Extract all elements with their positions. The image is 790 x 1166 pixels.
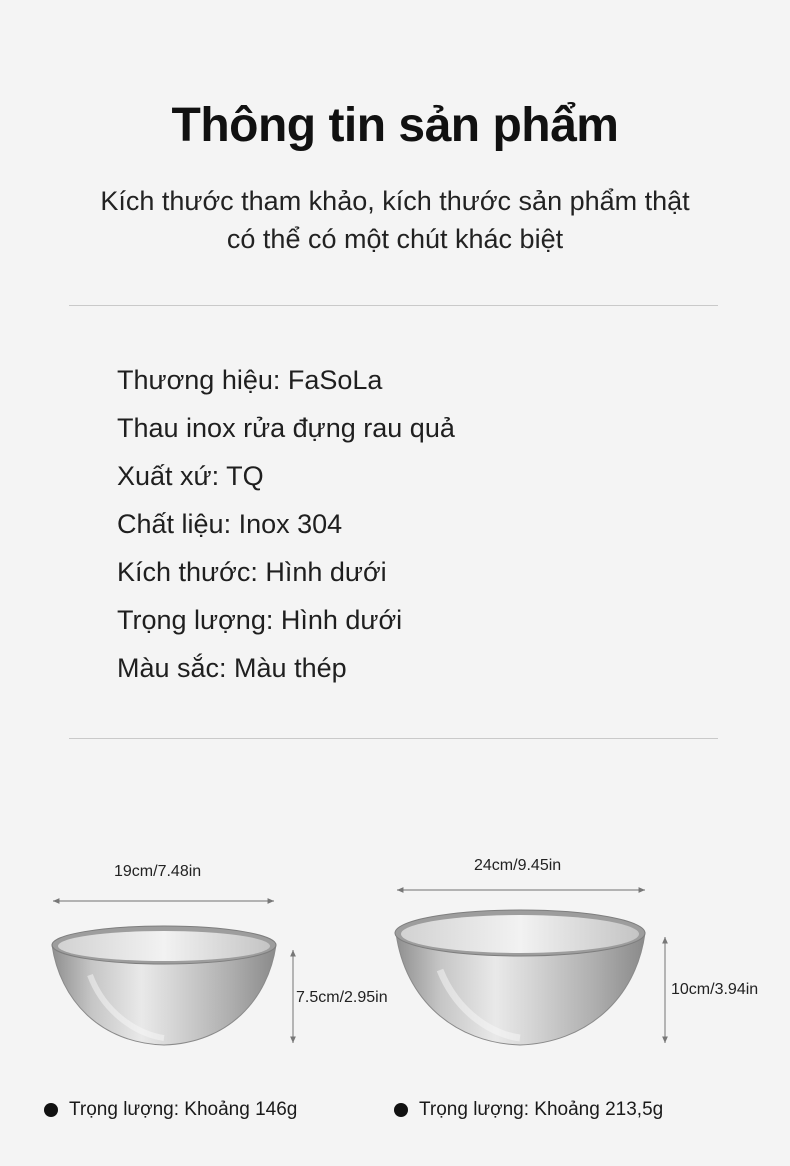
small-bowl-weight-text: Trọng lượng: Khoảng 146g (69, 1099, 298, 1120)
bullet-dot-icon (44, 1103, 58, 1117)
small-bowl-width-label: 19cm/7.48in (114, 863, 202, 880)
large-bowl-width-label: 24cm/9.45in (474, 857, 562, 874)
bullet-dot-icon (394, 1103, 408, 1117)
spec-size: Kích thước: Hình dưới (117, 557, 387, 587)
large-bowl-height-label: 10cm/3.94in (671, 981, 759, 998)
small-bowl-icon (52, 901, 293, 1045)
subtitle-line-2: có thể có một chút khác biệt (226, 224, 564, 254)
large-bowl-weight (394, 1099, 663, 1121)
spec-weight: Trọng lượng: Hình dưới (117, 605, 403, 635)
subtitle-line-1: Kích thước tham khảo, kích thước sản phẩm thật (100, 186, 690, 216)
large-bowl-icon (395, 890, 665, 1045)
spec-origin: Xuất xứ: TQ (117, 461, 264, 491)
spec-color: Màu sắc: Màu thép (117, 653, 347, 683)
small-bowl-height-label: 7.5cm/2.95in (296, 989, 388, 1006)
page-title: Thông tin sản phẩm (171, 99, 619, 152)
large-bowl-weight-text: Trọng lượng: Khoảng 213,5g (419, 1099, 664, 1120)
spec-product-type: Thau inox rửa đựng rau quả (117, 413, 455, 443)
spec-brand: Thương hiệu: FaSoLa (117, 365, 383, 395)
spec-material: Chất liệu: Inox 304 (117, 509, 343, 539)
small-bowl-weight (44, 1099, 297, 1121)
